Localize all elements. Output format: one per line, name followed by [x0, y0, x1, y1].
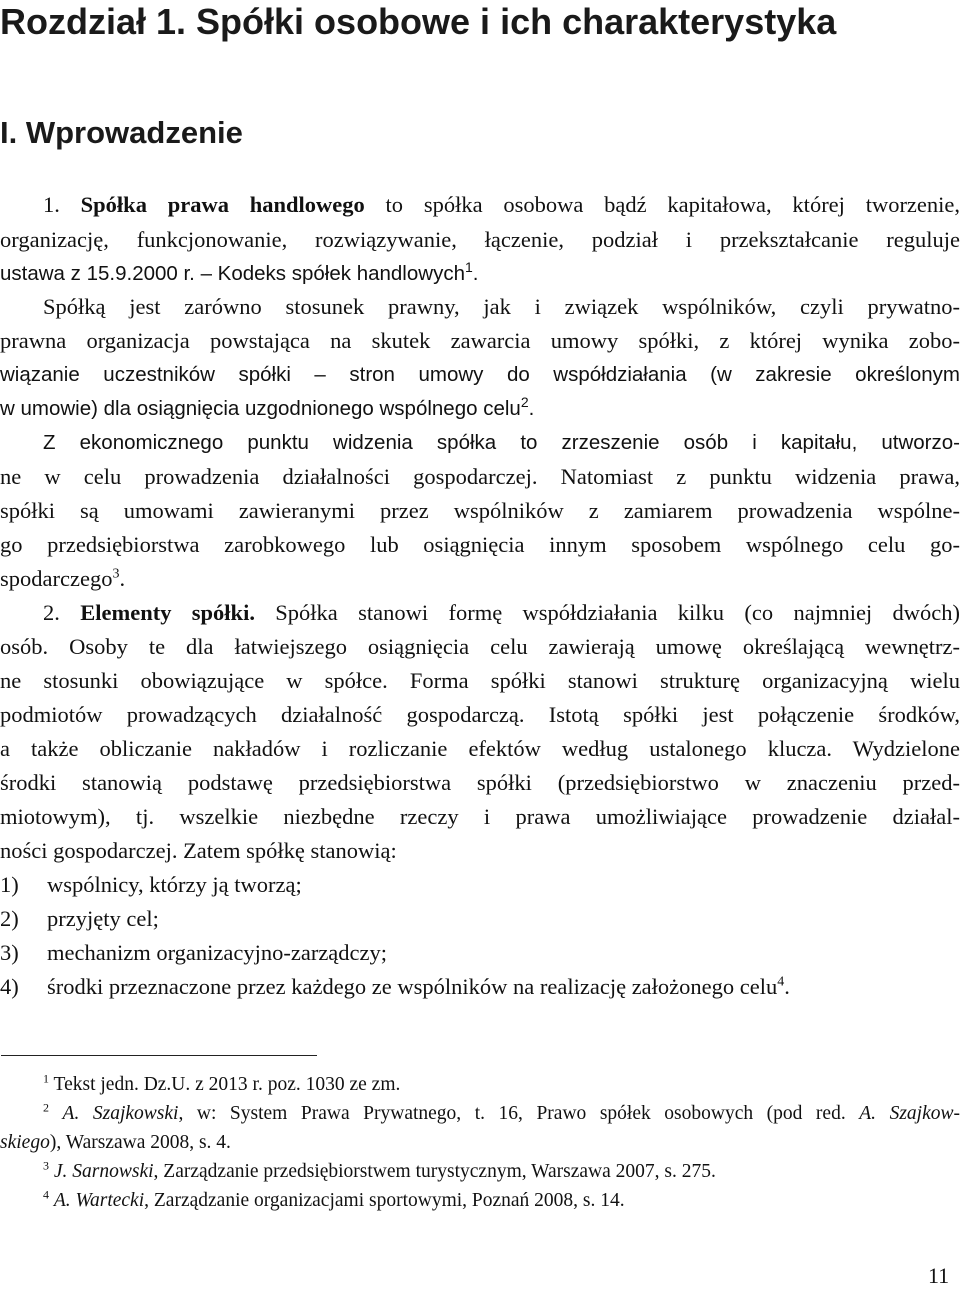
footnote-ref-1[interactable]: 1: [464, 259, 473, 276]
footnote-text: , Zarządzanie przedsiębiorstwem turystycznym, Warszawa 2007, s. 275.: [153, 1161, 716, 1182]
footnote-ref-2[interactable]: 2: [520, 394, 529, 411]
list-text: przyjęty cel;: [47, 906, 159, 931]
paragraph-2-line-1: Spółką jest zarówno stosunek prawny, jak i związek wspólników, czyli prywatno-: [43, 294, 960, 319]
section-title: I. Wprowadzenie: [0, 115, 243, 150]
punctuation: .: [784, 974, 790, 999]
text-span: Spółka stanowi formę współdziałania kilku (co najmniej dwóch): [275, 600, 960, 625]
paragraph-4-line-7: miotowym), tj. wszelkie niezbędne rzeczy i prawa umożliwiające prowadzenie działal-: [0, 804, 960, 829]
list-item: [0, 870, 960, 900]
paragraph-1-line-2: organizację, funkcjonowanie, rozwiązywanie, łączenie, podział i przekształcanie reguluje: [0, 227, 960, 252]
paragraph-1-line-3: [0, 259, 960, 289]
punctuation: .: [119, 566, 126, 591]
footnote-ref-3[interactable]: 3: [112, 566, 120, 582]
list-number: 4): [0, 974, 19, 999]
paragraph-3-line-4: go przedsiębiorstwa zarobkowego lub osiągnięcia innym sposobem wspólnego celu go-: [0, 532, 960, 557]
list-number: 1): [0, 872, 19, 897]
paragraph-2-line-4: [0, 394, 960, 424]
footnote-editor: A. Szajkow-: [859, 1103, 960, 1124]
footnote-author: A. Wartecki: [53, 1190, 145, 1211]
paragraph-4-line-3: ne stosunki obowiązujące w spółce. Forma spółki stanowi strukturę organizacyjną wielu: [0, 668, 960, 693]
term-elementy-spolki: Elementy spółki.: [80, 600, 255, 625]
footnote-editor: skiego: [0, 1132, 50, 1153]
footnote-1: [43, 1072, 400, 1098]
list-text: mechanizm organizacyjno-zarządczy;: [47, 940, 388, 965]
paragraph-3-line-1: Z ekonomicznego punktu widzenia spółka to zrzeszenie osób i kapitału, utworzo-: [43, 431, 960, 454]
list-text: [47, 972, 790, 1002]
list-item: [0, 972, 960, 1002]
footnote-number: 2: [43, 1100, 49, 1115]
chapter-title: Rozdział 1. Spółki osobowe i ich charakterystyka: [0, 1, 837, 42]
paragraph-4-line-6: środki stanowią podstawę przedsiębiorstwa spółki (przedsiębiorstwo w znaczeniu przed-: [0, 770, 960, 795]
footnote-3: [43, 1159, 716, 1185]
footnote-2-continued: [0, 1130, 231, 1156]
footnote-text: Tekst jedn. Dz.U. z 2013 r. poz. 1030 ze zm.: [53, 1074, 401, 1095]
paragraph-4-line-5: a także obliczanie nakładów i rozliczanie efektów według ustalonego klucza. Wydzielone: [0, 736, 960, 761]
paragraph-3-line-5: [0, 564, 960, 594]
paragraph-number: 2.: [43, 600, 60, 625]
list-number: 2): [0, 906, 19, 931]
paragraph-4-line-2: osób. Osoby te dla łatwiejszego osiągnięcia celu zawierają umowę określającą wewnętrz-: [0, 634, 960, 659]
footnote-text: , w: System Prawa Prywatnego, t. 16, Prawo spółek osobowych (pod red.: [178, 1103, 846, 1124]
punctuation: .: [472, 262, 479, 285]
footnote-text: , Zarządzanie organizacjami sportowymi, Poznań 2008, s. 14.: [144, 1190, 625, 1211]
footnote-author: J. Sarnowski: [53, 1161, 154, 1182]
text-span: w umowie) dla osiągnięcia uzgodnionego wspólnego celu: [0, 397, 521, 420]
punctuation: .: [528, 397, 535, 420]
text-span: to spółka osobowa bądź kapitałowa, której tworzenie,: [385, 192, 960, 217]
list-item: [0, 904, 960, 934]
paragraph-number: 1.: [43, 192, 60, 217]
footnote-number: 3: [43, 1158, 49, 1173]
page-number: 11: [928, 1263, 950, 1288]
paragraph-2-line-2: prawna organizacja powstająca na skutek zawarcia umowy spółki, z której wynika zobo-: [0, 328, 960, 353]
footnote-separator: [1, 1055, 317, 1056]
text-span: ustawa z 15.9.2000 r. – Kodeks spółek handlowych: [0, 262, 465, 285]
paragraph-4-line-4: podmiotów prowadzących działalność gospodarczą. Istotą spółki jest połączenie środków,: [0, 702, 960, 727]
footnote-number: 1: [43, 1071, 49, 1086]
footnote-4: [43, 1188, 625, 1214]
list-text: wspólnicy, którzy ją tworzą;: [47, 872, 302, 897]
footnote-ref-4[interactable]: 4: [777, 974, 785, 990]
paragraph-3-line-3: spółki są umowami zawieranymi przez wspólników z zamiarem prowadzenia wspólne-: [0, 498, 960, 523]
footnote-text: ), Warszawa 2008, s. 4.: [49, 1132, 231, 1153]
text-span: środki przeznaczone przez każdego ze wspólników na realizację założonego celu: [47, 974, 778, 999]
paragraph-1-line-1: [0, 190, 960, 220]
term-spolka-prawa-handlowego: Spółka prawa handlowego: [80, 192, 365, 217]
paragraph-3-line-2: ne w celu prowadzenia działalności gospodarczej. Natomiast z punktu widzenia prawa,: [0, 464, 960, 489]
list-item: [0, 938, 960, 968]
text-span: spodarczego: [0, 566, 113, 591]
paragraph-4-line-1: [0, 598, 960, 628]
footnote-2: [43, 1101, 960, 1127]
paragraph-4-line-8: ności gospodarczej. Zatem spółkę stanowią:: [0, 838, 397, 863]
footnote-author: A. Szajkowski: [62, 1103, 179, 1124]
paragraph-2-line-3: wiązanie uczestników spółki – stron umowy do współdziałania (w zakresie określonym: [0, 363, 960, 386]
footnote-number: 4: [43, 1187, 49, 1202]
list-number: 3): [0, 940, 19, 965]
